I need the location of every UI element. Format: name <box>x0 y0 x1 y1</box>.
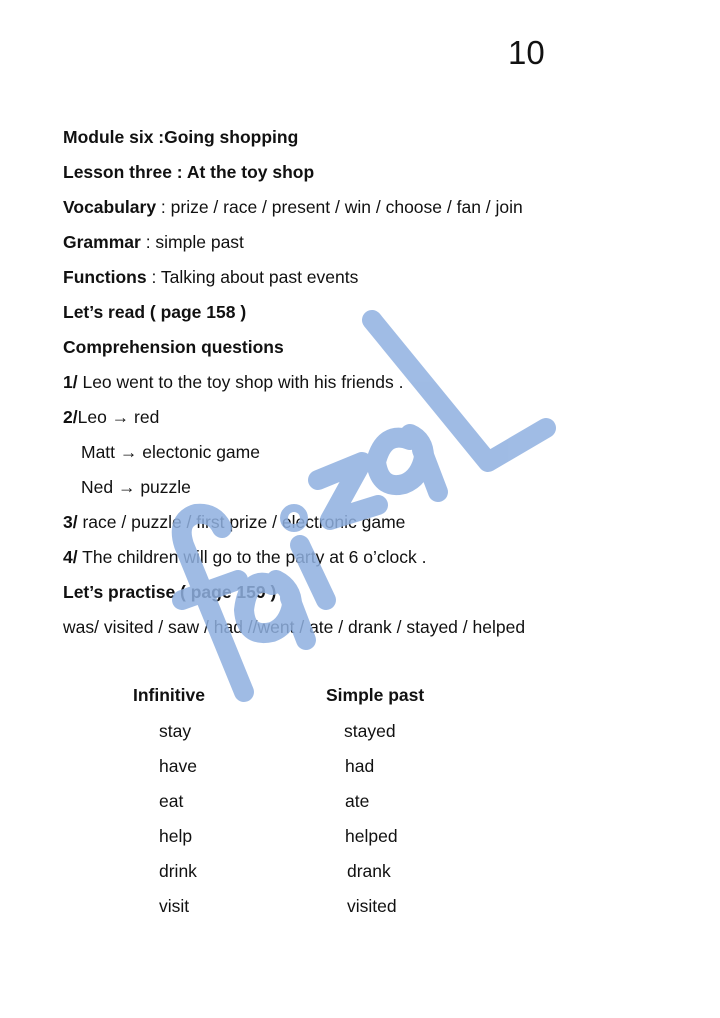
page-number: 10 <box>508 34 545 71</box>
answer-2-text: Leo → red <box>77 407 160 427</box>
grammar-line <box>63 231 244 253</box>
lets-read-heading: Let’s read ( page 158 ) <box>63 302 247 322</box>
functions-label: Functions <box>63 267 147 287</box>
lets-practise-heading: Let’s practise ( page 159 ) <box>63 582 277 602</box>
answer-2-ned: Ned → puzzle <box>81 477 191 497</box>
answer-1 <box>63 371 404 393</box>
vocabulary-text: : prize / race / present / win / choose / fan / join <box>156 197 523 217</box>
vocabulary-label: Vocabulary <box>63 197 157 217</box>
infinitive-cell: drink <box>159 861 197 881</box>
infinitive-cell: stay <box>159 721 192 741</box>
lesson-title: Lesson three : At the toy shop <box>63 162 315 182</box>
module-title: Module six :Going shopping <box>63 127 299 147</box>
answer-3-number: 3/ <box>63 512 78 532</box>
simple-past-cell: drank <box>347 861 391 881</box>
infinitive-cell: eat <box>159 791 184 811</box>
infinitive-cell: help <box>159 826 193 846</box>
simple-past-cell: had <box>345 756 375 776</box>
simple-past-cell: ate <box>345 791 370 811</box>
answer-2-number: 2/ <box>63 407 78 427</box>
answer-3 <box>63 511 405 533</box>
infinitive-cell: visit <box>159 896 190 916</box>
vocabulary-line <box>63 196 523 218</box>
grammar-label: Grammar <box>63 232 141 252</box>
infinitive-cell: have <box>159 756 197 776</box>
answer-4-number: 4/ <box>63 547 78 567</box>
practise-answer: was/ visited / saw / had //went / ate / drank / stayed / helped <box>63 617 526 637</box>
functions-line <box>63 266 358 288</box>
answer-2-matt: Matt → electonic game <box>81 442 260 462</box>
grammar-text: : simple past <box>140 232 244 252</box>
answer-1-text: Leo went to the toy shop with his friends . <box>77 372 404 392</box>
answer-2 <box>63 406 159 428</box>
functions-text: : Talking about past events <box>146 267 359 287</box>
simple-past-cell: helped <box>345 826 398 846</box>
answer-1-number: 1/ <box>63 372 78 392</box>
comprehension-heading: Comprehension questions <box>63 337 284 357</box>
simple-past-cell: stayed <box>344 721 396 741</box>
answer-3-text: race / puzzle / first prize / electronic game <box>77 512 406 532</box>
simple-past-cell: visited <box>347 896 397 916</box>
answer-4 <box>63 546 427 568</box>
infinitive-header: Infinitive <box>133 685 205 705</box>
answer-4-text: The children will go to the party at 6 o’clock . <box>77 547 427 567</box>
simple-past-header: Simple past <box>326 685 425 705</box>
